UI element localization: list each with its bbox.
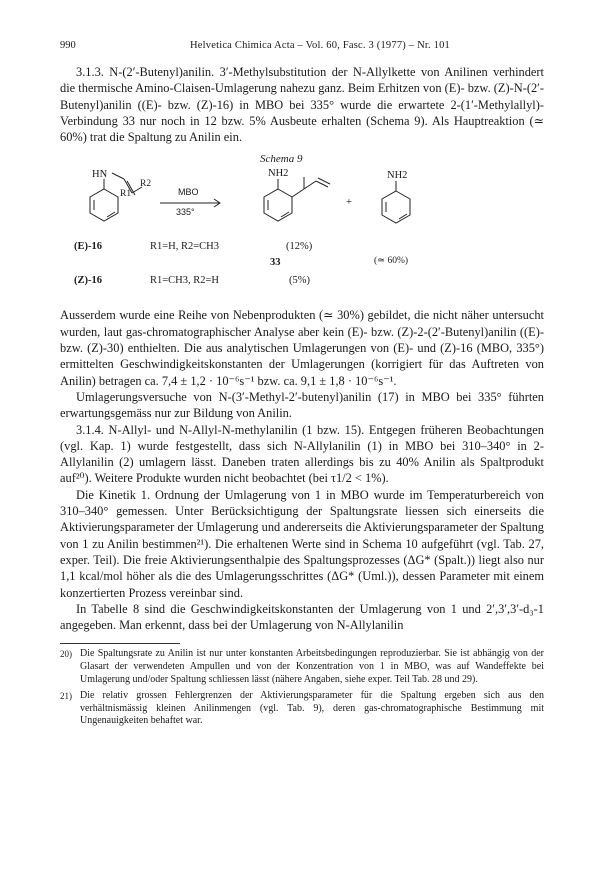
hn-label: HN bbox=[92, 169, 108, 181]
yield-e: (12%) bbox=[286, 241, 313, 253]
scheme-title: Schema 9 bbox=[260, 153, 303, 166]
footnote-rule bbox=[60, 643, 180, 644]
paragraph-table-8: In Tabelle 8 sind die Geschwindigkeitskonstanten der Umlagerung von 1 und 2′,3′,3′-d₃-1 angegeben. Man erkennt, dass bei der Umlagerung von N-Allylanilin bbox=[60, 601, 544, 633]
nh2-label-aniline: NH2 bbox=[387, 170, 408, 182]
paragraph-3-1-3: 3.1.3. N-(2′-Butenyl)anilin. 3′-Methylsubstitution der N-Allylkette von Anilinen verhindert die thermische Amino-Claisen-Umlagerung nahezu ganz. Beim Erhitzen von (E)- bzw. (Z)-N-(2′-Butenyl)anilin ((E)- bzw. (Z)-16) in MBO bei 335° wurde die erwartete 2-(1′-Methylallyl)-Verbindung 33 nur noch in 12 bzw. 5% Ausbeute erhalten (Schema 9). Als Hauptreaktion (≃ 60%) trat die Spaltung zu Anilin ein. bbox=[60, 65, 544, 145]
compound-z-16: (Z)-16 bbox=[74, 275, 102, 287]
footnote-number: 21) bbox=[60, 691, 72, 702]
running-header bbox=[60, 40, 544, 56]
r1-label: R1 bbox=[120, 189, 132, 200]
running-title: Helvetica Chimica Acta – Vol. 60, Fasc. 3 (1977) – Nr. 101 bbox=[190, 40, 450, 51]
paragraph-compound-17: Umlagerungsversuche von N-(3′-Methyl-2′-butenyl)anilin (17) in MBO bei 335° führten erwartungsgemäss nur zur Bildung von Anilin. bbox=[60, 389, 544, 421]
footnote-text: Die relativ grossen Fehlergrenzen der Aktivierungsparameter für die Spaltung ergeben sich aus den verhältnismässig kleinen Anilinmengen (vgl. Tab. 9), deren gas-chromatographische Bestimmung mit Ungenauigkeiten behaftet war. bbox=[80, 690, 544, 727]
page-number: 990 bbox=[60, 40, 76, 51]
footnote-20 bbox=[60, 648, 544, 686]
substituents-z: R1=CH3, R2=H bbox=[150, 275, 220, 287]
compound-e-16: (E)-16 bbox=[74, 241, 102, 253]
temperature-label: 335° bbox=[176, 207, 195, 218]
paragraph-side-products: Ausserdem wurde eine Reihe von Nebenprodukten (≃ 30%) gebildet, die nicht näher untersucht wurden, laut gas-chromatographischer Analyse aber kein (E)- bzw. (Z)-2-(2′-Butenyl)anilin ((E)- bzw. (Z)-30) enthielten. Die aus analytischen Umlagerungen von (E)- und (Z)-16 (MBO, 335°) ermittelten Geschwindigkeitskonstanten der Umlagerungen (korrigiert für das Auftreten von Anilin) betragen ca. 7,4 ± 1,2 · 10⁻⁶s⁻¹ bzw. ca. 9,1 ± 1,8 · 10⁻⁶s⁻¹. bbox=[60, 308, 544, 388]
footnote-number: 20) bbox=[60, 649, 72, 660]
reagent-label: MBO bbox=[178, 187, 199, 198]
substituents-e: R1=H, R2=CH3 bbox=[150, 241, 220, 253]
scheme-9 bbox=[60, 151, 544, 301]
yield-aniline: (≃ 60%) bbox=[374, 256, 409, 267]
yield-z: (5%) bbox=[289, 275, 310, 287]
r2-label: R2 bbox=[140, 179, 152, 190]
plus-sign: + bbox=[346, 197, 352, 209]
footnote-text: Die Spaltungsrate zu Anilin ist nur unter konstanten Arbeitsbedingungen reproduzierbar. Sie ist abhängig von der Glasart der verwendeten Ampullen und von der Konzentration von 1 in MBO, was auf Wandeffekte bei Umlagerung und/oder Spaltung schliessen lässt (nähere Angaben, siehe exper. Teil Tab. 28 und 29). bbox=[80, 648, 544, 685]
journal-page bbox=[60, 40, 544, 728]
paragraph-3-1-4: 3.1.4. N-Allyl- und N-Allyl-N-methylanilin (1 bzw. 15). Entgegen früheren Beobachtungen (vgl. Kap. 1) wurde festgestellt, dass sich N-Allylanilin (1) in MBO bei 310–340° in 2-Allylanilin (2) umlagern lässt. Daneben traten allerdings bis zu 40% Anilin als Spaltprodukt auf²⁰). Weitere Produkte wurden nicht beobachtet (bei τ1/2 < 1%). bbox=[60, 422, 544, 486]
product-number-33: 33 bbox=[270, 257, 281, 269]
nh2-label-product: NH2 bbox=[268, 168, 289, 180]
paragraph-kinetics: Die Kinetik 1. Ordnung der Umlagerung von 1 in MBO wurde im Temperaturbereich von 310–340° gemessen. Unter Berücksichtigung der Spaltungsrate liessen sich einerseits die Aktivierungsparameter der Umlagerung und andererseits die Aktivierungsparameter der Spaltung von 1 zu Anilin bestimmen²¹). Die erhaltenen Werte sind in Schema 10 aufgeführt (vgl. Tab. 27, exper. Teil). Die freie Aktivierungsenthalpie des Spaltungsprozesses (ΔG* (Spalt.)) liegt also nur 1,1 kcal/mol höher als die des Umlagerungsschrittes (ΔG* (Uml.)), dessen Parameter mit einem konzertierten Prozess vereinbar sind. bbox=[60, 487, 544, 600]
footnote-21 bbox=[60, 690, 544, 728]
